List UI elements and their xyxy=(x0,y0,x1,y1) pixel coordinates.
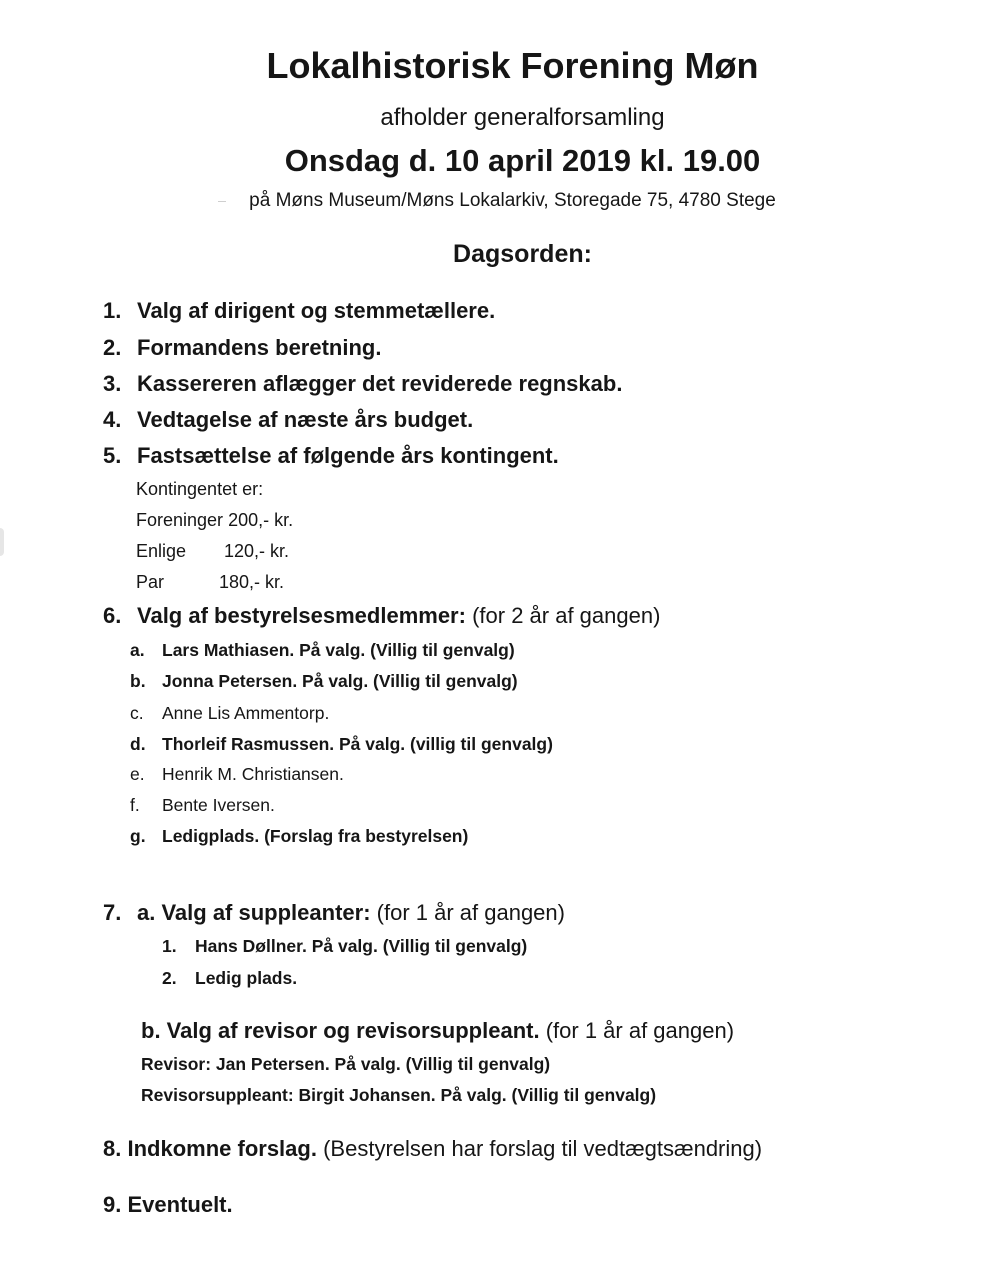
agenda-item-7b xyxy=(141,1018,734,1044)
agenda-item-8 xyxy=(103,1136,762,1162)
item-number: 5. xyxy=(103,443,122,468)
member-text: Ledigplads. (Forslag fra bestyrelsen) xyxy=(162,826,469,846)
item-text: b. Valg af revisor og revisorsuppleant. xyxy=(141,1018,540,1043)
auditor-line: Revisorsuppleant: Birgit Johansen. På valg. (Villig til genvalg) xyxy=(141,1085,657,1105)
board-member xyxy=(0,764,700,786)
item-text: Kassereren aflægger det reviderede regnskab. xyxy=(137,371,623,396)
agenda-heading: Dagsorden: xyxy=(453,240,592,268)
member-text: Thorleif Rasmussen. På valg. (villig til genvalg) xyxy=(162,734,553,754)
document-subtitle: afholder generalforsamling xyxy=(380,104,665,131)
member-text: Henrik M. Christiansen. xyxy=(162,764,344,784)
rate-label: Enlige xyxy=(136,541,187,561)
agenda-item-7a xyxy=(103,900,565,926)
member-letter: f. xyxy=(130,795,140,815)
board-member xyxy=(0,703,700,725)
agenda-item-4 xyxy=(103,407,473,433)
item-text: Valg af dirigent og stemmetællere. xyxy=(137,298,496,323)
member-letter: d. xyxy=(130,734,146,754)
substitute-entry xyxy=(162,968,297,989)
substitute-entry xyxy=(162,936,527,957)
item-note: (for 1 år af gangen) xyxy=(545,1018,735,1043)
item-number: 2. xyxy=(103,335,122,360)
document-title: Lokalhistorisk Forening Møn xyxy=(266,45,759,86)
item-text: Formandens beretning. xyxy=(137,335,382,360)
member-text: Bente Iversen. xyxy=(162,795,275,815)
agenda-item-1 xyxy=(103,298,495,324)
agenda-item-6 xyxy=(103,603,660,629)
auditor-line: Revisor: Jan Petersen. På valg. (Villig til genvalg) xyxy=(141,1054,551,1074)
member-letter: a. xyxy=(130,640,145,660)
agenda-item-3 xyxy=(103,371,622,397)
item-number: 7. xyxy=(103,900,122,925)
item-number: 3. xyxy=(103,371,122,396)
board-member xyxy=(0,734,700,756)
item-text: Indkomne forslag. xyxy=(127,1136,317,1161)
contingent-rate-row xyxy=(136,510,293,531)
item-note: (for 2 år af gangen) xyxy=(472,603,661,628)
member-letter: b. xyxy=(130,671,146,691)
substitute-text: Ledig plads. xyxy=(195,968,298,988)
agenda-item-5 xyxy=(103,443,559,469)
item-number: 4. xyxy=(103,407,122,432)
scan-mark xyxy=(218,201,226,202)
item-number: 9. xyxy=(103,1192,122,1217)
contingent-rate-row xyxy=(136,572,336,596)
rate-amount: 200,- kr. xyxy=(228,510,294,530)
item-text: a. Valg af suppleanter: xyxy=(137,900,371,925)
item-text: Fastsættelse af følgende års kontingent. xyxy=(137,443,559,468)
contingent-rate-row xyxy=(136,541,336,565)
rate-label: Par xyxy=(136,572,165,592)
board-member xyxy=(0,795,700,817)
member-text: Jonna Petersen. På valg. (Villig til genvalg) xyxy=(162,671,518,691)
rate-amount: 120,- kr. xyxy=(224,541,290,561)
item-text: Eventuelt. xyxy=(127,1192,233,1217)
member-text: Lars Mathiasen. På valg. (Villig til genvalg) xyxy=(162,640,515,660)
substitute-number: 2. xyxy=(162,968,177,988)
agenda-item-9 xyxy=(103,1192,233,1218)
member-letter: e. xyxy=(130,764,145,784)
item-text: Vedtagelse af næste års budget. xyxy=(137,407,474,432)
board-member xyxy=(0,640,700,662)
member-letter: c. xyxy=(130,703,144,723)
rate-amount: 180,- kr. xyxy=(219,572,285,592)
item-number: 8. xyxy=(103,1136,122,1161)
member-letter: g. xyxy=(130,826,146,846)
meeting-venue: på Møns Museum/Møns Lokalarkiv, Storegade 75, 4780 Stege xyxy=(249,190,776,211)
agenda-item-2 xyxy=(103,335,381,361)
board-member xyxy=(0,826,700,848)
item-number: 6. xyxy=(103,603,122,628)
board-member xyxy=(0,671,700,693)
member-text: Anne Lis Ammentorp. xyxy=(162,703,330,723)
substitute-number: 1. xyxy=(162,936,177,956)
item-number: 1. xyxy=(103,298,122,323)
item-text: Valg af bestyrelsesmedlemmer: xyxy=(137,603,466,628)
contingent-intro: Kontingentet er: xyxy=(136,479,264,499)
scan-mark xyxy=(0,528,4,556)
meeting-date: Onsdag d. 10 april 2019 kl. 19.00 xyxy=(284,143,761,178)
item-note: (for 1 år af gangen) xyxy=(376,900,565,925)
substitute-text: Hans Døllner. På valg. (Villig til genvalg) xyxy=(195,936,528,956)
item-note: (Bestyrelsen har forslag til vedtægtsændring) xyxy=(323,1136,763,1161)
rate-label: Foreninger xyxy=(136,510,224,530)
